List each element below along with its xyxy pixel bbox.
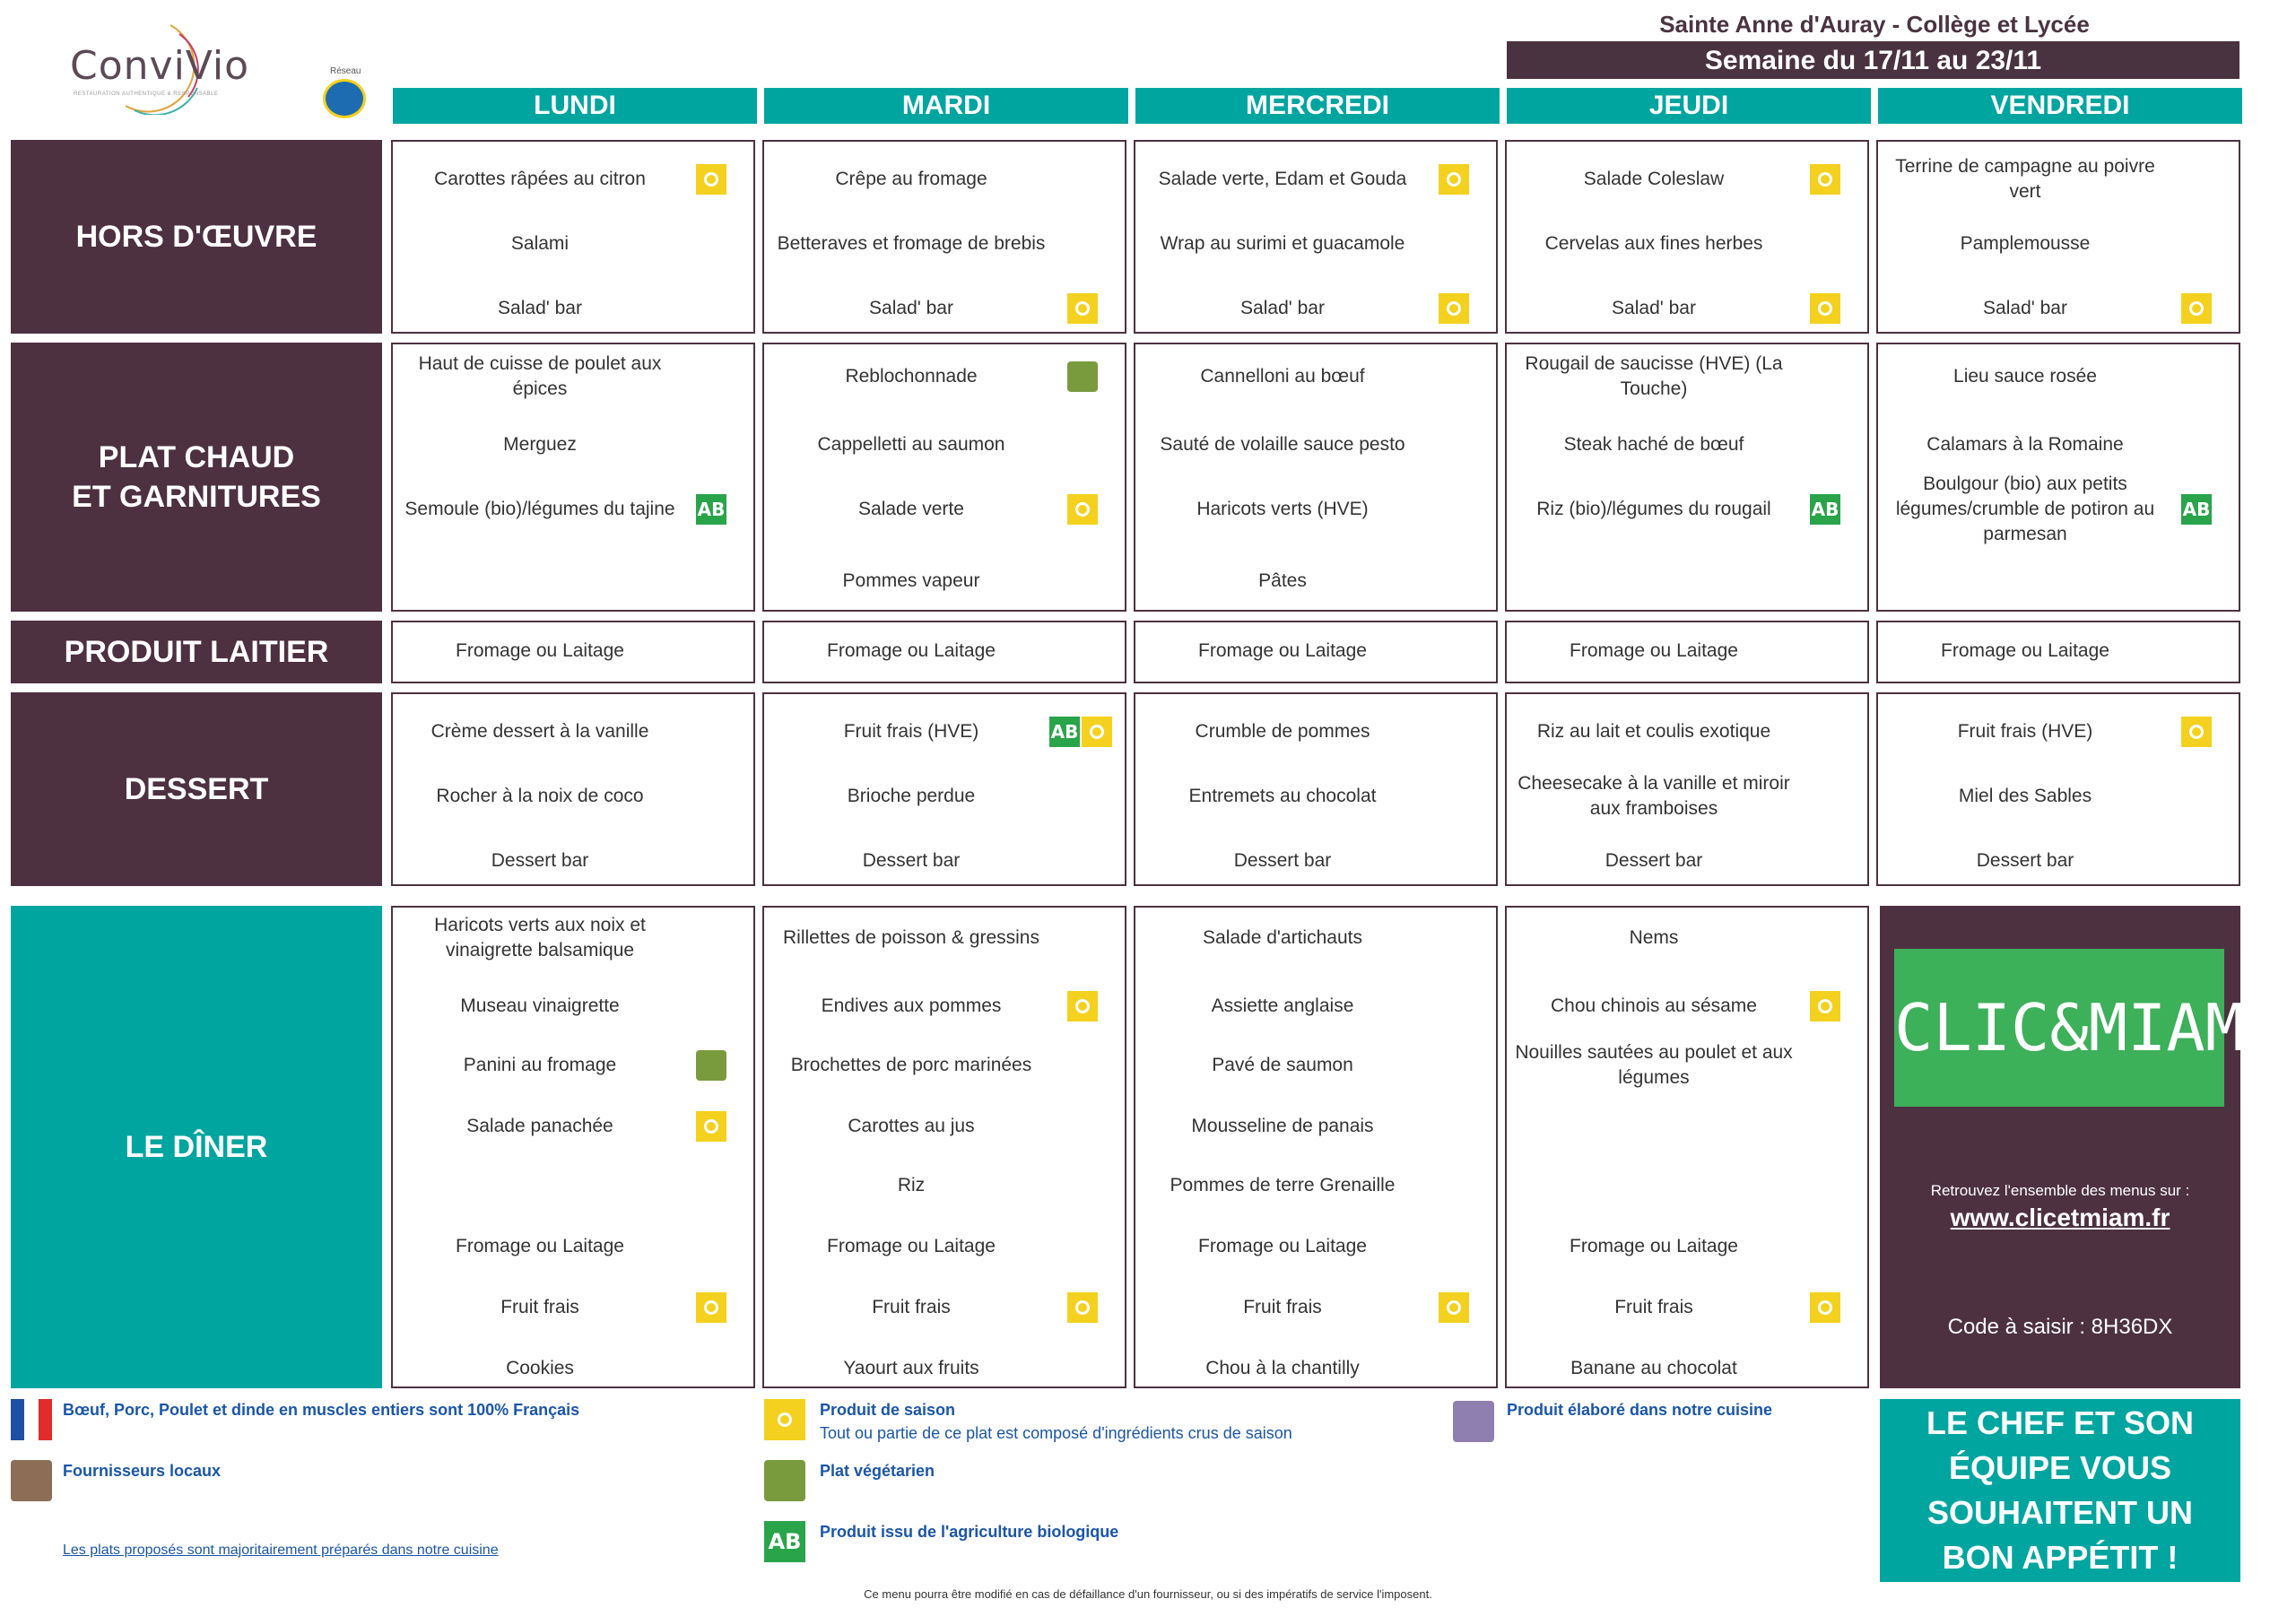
sun-icon: [1439, 293, 1469, 324]
menu-item: Fromage ou Laitage: [1198, 1236, 1367, 1256]
menu-item: Wrap au surimi et guacamole: [1160, 233, 1405, 254]
menu-item: Salade panachée: [466, 1116, 613, 1136]
menu-item: Museau vinaigrette: [460, 995, 620, 1016]
menu-item: Pommes de terre Grenaille: [1170, 1175, 1396, 1195]
menu-item: Dessert bar: [491, 850, 589, 871]
whisk-icon: [1453, 1401, 1494, 1442]
category-plat-line1: PLAT CHAUD: [98, 440, 295, 474]
sun-icon: [1082, 717, 1112, 747]
menu-item: Chou chinois au sésame: [1551, 995, 1757, 1016]
menu-item: Salad' bar: [498, 298, 582, 318]
brand-name: ConviVio: [70, 43, 250, 89]
category-produit-laitier: PRODUIT LAITIER: [11, 621, 382, 683]
sun-icon: [1810, 991, 1840, 1021]
menu-item: Miel des Sables: [1958, 786, 2092, 806]
legend-vegetarien: Plat végétarien: [820, 1462, 935, 1480]
tractor-icon: [11, 1460, 52, 1501]
sun-icon: [1810, 164, 1840, 195]
menu-item: Fromage ou Laitage: [1570, 640, 1738, 661]
sun-icon: [1439, 1292, 1469, 1323]
menu-item: Sauté de volaille sauce pesto: [1160, 434, 1405, 455]
menu-item: Boulgour (bio) aux petits légumes/crumble de potiron au parmesan: [1895, 474, 2155, 544]
menu-item: Brioche perdue: [847, 786, 976, 806]
sun-icon: [2181, 293, 2212, 324]
menu-item: Nouilles sautées au poulet et aux légumes: [1515, 1042, 1793, 1088]
category-le-diner: LE DÎNER: [11, 906, 382, 1388]
menu-item: Cookies: [506, 1358, 574, 1378]
sun-icon: [1067, 1292, 1098, 1323]
menu-item: Cervelas aux fines herbes: [1544, 233, 1763, 254]
legend-france: Bœuf, Porc, Poulet et dinde en muscles entiers sont 100% Français: [63, 1401, 580, 1419]
menu-item: [1509, 554, 1799, 608]
menu-item: Fruit frais: [872, 1297, 951, 1317]
menu-item: Banane au chocolat: [1570, 1358, 1737, 1378]
menu-item: Pâtes: [1258, 570, 1307, 591]
leaf-icon: [764, 1460, 805, 1501]
category-hors-doeuvre: HORS D'ŒUVRE: [11, 140, 382, 334]
sun-icon: [696, 1292, 726, 1323]
menu-item: Fromage ou Laitage: [1198, 640, 1367, 661]
menu-item: Cappelletti au saumon: [817, 434, 1005, 455]
menu-item: Chou à la chantilly: [1205, 1358, 1360, 1378]
category-plat-line2: ET GARNITURES: [72, 480, 321, 514]
menu-item: Salade Coleslaw: [1583, 169, 1725, 189]
menu-item: [1509, 1159, 1799, 1213]
clicetmiam-panel: [1880, 906, 2283, 1388]
sun-icon: [696, 164, 726, 195]
menu-item: Salade d'artichauts: [1203, 927, 1362, 948]
reseau-label: Réseau: [330, 66, 361, 76]
sun-icon: [1810, 293, 1840, 324]
sun-icon: [1067, 991, 1098, 1021]
menu-item: Calamars à la Romaine: [1926, 434, 2124, 455]
menu-item: Dessert bar: [1976, 850, 2074, 871]
menu-item: Merguez: [503, 434, 577, 455]
category-dessert: DESSERT: [11, 692, 382, 886]
menu-item: Crêpe au fromage: [835, 169, 987, 189]
legend-bio: Produit issu de l'agriculture biologique: [820, 1523, 1119, 1541]
sun-icon: [1439, 164, 1469, 195]
ab-bio-icon: AB: [696, 494, 726, 525]
clicetmiam-logo: CLIC&MIAM!: [1894, 949, 2224, 1107]
menu-item: Terrine de campagne au poivre vert: [1895, 156, 2155, 202]
category-plat-chaud: [11, 343, 382, 612]
menu-item: Fruit frais: [1614, 1297, 1693, 1317]
menu-item: Assiette anglaise: [1211, 995, 1354, 1016]
menu-item: Salade verte, Edam et Gouda: [1158, 169, 1407, 189]
menu-item: Fromage ou Laitage: [1941, 640, 2109, 661]
menu-item: [395, 1159, 685, 1213]
menu-item: Lieu sauce rosée: [1953, 366, 2097, 387]
menu-item: [395, 554, 685, 608]
menu-item: Fruit frais: [1243, 1297, 1322, 1317]
france-flag-icon: [11, 1399, 52, 1440]
menu-item: Endives aux pommes: [821, 995, 1002, 1016]
globe-icon: [323, 79, 366, 118]
menu-item: Rocher à la noix de coco: [436, 786, 644, 806]
leaf-icon: [1067, 361, 1098, 392]
reseau-logo: [317, 66, 377, 120]
menu-item: Panini au fromage: [463, 1055, 617, 1075]
menu-item: Semoule (bio)/légumes du tajine: [404, 499, 675, 519]
sun-icon: [764, 1399, 805, 1440]
week-banner: Semaine du 17/11 au 23/11: [1507, 41, 2239, 79]
ab-bio-icon: AB: [1049, 717, 1080, 747]
day-header: MARDI: [762, 86, 1130, 126]
day-header: JEUDI: [1505, 86, 1873, 126]
menu-item: Cannelloni au bœuf: [1200, 366, 1365, 387]
ab-bio-icon: AB: [1810, 494, 1840, 525]
menu-item: Salad' bar: [1240, 298, 1325, 318]
menu-item: Dessert bar: [862, 850, 961, 871]
menu-item: Fruit frais: [500, 1297, 579, 1317]
footer-disclaimer: Ce menu pourra être modifié en cas de défaillance d'un fournisseur, ou si des impératifs de service l'imposent.: [864, 1587, 1432, 1601]
ab-bio-icon: AB: [764, 1521, 805, 1562]
menu-item: Dessert bar: [1233, 850, 1332, 871]
sun-icon: [1810, 1292, 1840, 1323]
convivio-logo: [63, 16, 250, 115]
legend-locaux: Fournisseurs locaux: [63, 1462, 222, 1480]
menu-item: Betteraves et fromage de brebis: [777, 233, 1046, 254]
menu-item: [1509, 1100, 1799, 1153]
menu-item: Fruit frais (HVE): [1957, 721, 2093, 742]
menu-item: Haricots verts aux noix et vinaigrette balsamique: [434, 915, 646, 960]
menu-item: Pamplemousse: [1960, 233, 2091, 254]
menu-item: Salami: [510, 233, 570, 254]
promo-code: Code à saisir : 8H36DX: [1947, 1315, 2173, 1339]
menu-item: Fromage ou Laitage: [827, 640, 996, 661]
sun-icon: [2181, 717, 2212, 747]
menu-item: Haut de cuisse de poulet aux épices: [418, 353, 662, 399]
menu-item: Fromage ou Laitage: [1570, 1236, 1738, 1256]
day-header: LUNDI: [391, 86, 759, 126]
menu-item: Carottes au jus: [848, 1116, 975, 1136]
legend-elabore: Produit élaboré dans notre cuisine: [1507, 1401, 1773, 1419]
menu-item: Nems: [1629, 927, 1679, 948]
menu-item: Haricots verts (HVE): [1196, 499, 1369, 519]
menu-item: Fruit frais (HVE): [843, 721, 979, 742]
legend-saison: Produit de saison: [820, 1401, 956, 1419]
menu-item: Pommes vapeur: [842, 570, 980, 591]
menu-item: Carottes râpées au citron: [434, 169, 646, 189]
menu-item: Entremets au chocolat: [1188, 786, 1377, 806]
menu-item: Fromage ou Laitage: [827, 1236, 996, 1256]
menu-item: Pavé de saumon: [1212, 1055, 1353, 1075]
menu-item: Yaourt aux fruits: [843, 1358, 979, 1378]
menu-item: Mousseline de panais: [1191, 1116, 1374, 1136]
day-header: VENDREDI: [1876, 86, 2244, 126]
sun-icon: [696, 1111, 726, 1142]
legend-saison-sub: Tout ou partie de ce plat est composé d'ingrédients crus de saison: [820, 1424, 1292, 1442]
day-header: MERCREDI: [1134, 86, 1501, 126]
menu-item: Fromage ou Laitage: [456, 640, 624, 661]
menu-item: Riz (bio)/légumes du rougail: [1536, 499, 1771, 519]
menu-item: Reblochonnade: [845, 366, 978, 387]
menu-item: Brochettes de porc marinées: [790, 1055, 1032, 1075]
menu-item: Dessert bar: [1605, 850, 1703, 871]
chef-message: LE CHEF ET SON ÉQUIPE VOUS SOUHAITENT UN BON APPÉTIT !: [1880, 1399, 2240, 1582]
menu-item: Cheesecake à la vanille et miroir aux framboises: [1518, 773, 1790, 819]
menu-item: Riz au lait et coulis exotique: [1536, 721, 1771, 742]
school-name: Sainte Anne d'Auray - Collège et Lycée: [1659, 11, 2090, 38]
menu-item: Crumble de pommes: [1195, 721, 1370, 742]
menu-item: Steak haché de bœuf: [1563, 434, 1744, 455]
clicetmiam-link[interactable]: www.clicetmiam.fr: [1950, 1204, 2170, 1231]
leaf-icon: [696, 1050, 726, 1081]
promo-retrouvez: Retrouvez l'ensemble des menus sur :: [1930, 1182, 2190, 1199]
menu-item: Salad' bar: [869, 298, 953, 318]
brand-tagline: RESTAURATION AUTHENTIQUE & RESPONSABLE: [74, 91, 219, 97]
ab-bio-icon: AB: [2181, 494, 2212, 525]
menu-item: [1880, 554, 2170, 608]
menu-item: Salad' bar: [1983, 298, 2067, 318]
sun-icon: [1067, 494, 1098, 525]
menu-item: Crème dessert à la vanille: [430, 721, 649, 742]
menu-item: Salade verte: [858, 499, 964, 519]
menu-item: Rillettes de poisson & gressins: [783, 927, 1039, 948]
menu-item: Riz: [897, 1175, 926, 1195]
menu-item: Salad' bar: [1612, 298, 1696, 318]
legend-cuisine-link[interactable]: Les plats proposés sont majoritairement préparés dans notre cuisine: [63, 1543, 499, 1558]
menu-item: Rougail de saucisse (HVE) (La Touche): [1525, 353, 1783, 399]
menu-item: Fromage ou Laitage: [456, 1236, 624, 1256]
sun-icon: [1067, 293, 1098, 324]
